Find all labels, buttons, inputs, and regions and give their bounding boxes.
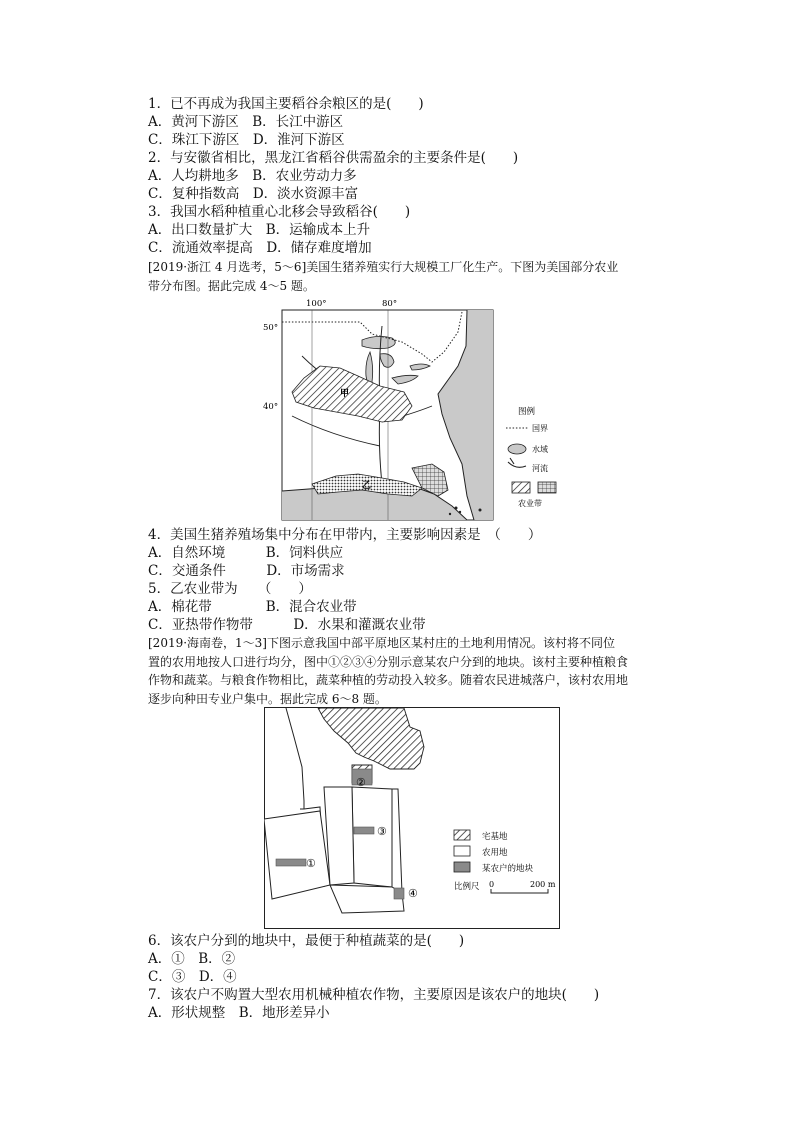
plot-4-area [394, 888, 404, 899]
belt-jia-label: 甲 [340, 389, 350, 399]
lon-100-label: 100° [306, 299, 327, 309]
household-plot-legend-icon [454, 862, 470, 872]
farmland-legend-icon [454, 846, 470, 856]
q1-stem: 1．已不再成为我国主要稻谷余粮区的是( ) [148, 96, 424, 112]
legend-border: 国界 [532, 424, 548, 433]
hatch-belt-legend-icon [512, 482, 530, 493]
us-agriculture-map [262, 296, 572, 522]
plot-1-area [276, 859, 306, 866]
field-block-1 [264, 811, 330, 899]
lat-50-label: 50° [263, 323, 279, 333]
q4-stem: 4．美国生猪养殖场集中分布在甲带内，主要影响因素是 （ ） [148, 527, 542, 543]
q2-stem: 2．与安徽省相比，黑龙江省稻谷供需盈余的主要条件是( ) [148, 150, 519, 166]
field-block-4 [330, 885, 404, 913]
q2-options-cd: C．复种指数高 D．淡水资源丰富 [148, 186, 359, 202]
q7-options-ab: A．形状规整 B．地形差异小 [148, 1005, 330, 1021]
q3-options-ab: A．出口数量扩大 B．运输成本上升 [148, 222, 371, 238]
q6-options-ab: A．① B．② [148, 951, 236, 967]
legend-farmland: 农用地 [482, 848, 508, 858]
plot-3-label: ③ [377, 825, 387, 838]
plot-3-area [354, 827, 374, 834]
plot-4-label: ④ [408, 887, 418, 900]
scale-value: 200 m [530, 880, 556, 889]
q6-stem: 6．该农户分到的地块中，最便于种植蔬菜的是( ) [148, 933, 465, 949]
context2-line4: 逐步向种田专业户集中。据此完成 6～8 题。 [148, 691, 387, 706]
q6-options-cd: C．③ D．④ [148, 969, 237, 985]
village-landuse-map [264, 707, 560, 929]
context-village-land [148, 634, 708, 708]
legend-belt: 农业带 [518, 499, 542, 508]
q4-options-cd: C．交通条件 D．市场需求 [148, 563, 345, 579]
legend-homestead: 宅基地 [482, 832, 508, 842]
plot-1-label: ① [306, 857, 316, 870]
context2-line2: 置的农用地按人口进行均分，图中①②③④分别示意某农户分到的地块。该村主要种植粮食 [148, 654, 629, 669]
plot-2-label: ② [356, 776, 366, 789]
q3-options-cd: C．流通效率提高 D．储存难度增加 [148, 240, 372, 256]
q3-stem: 3．我国水稻种植重心北移会导致稻谷( ) [148, 204, 411, 220]
legend-water: 水域 [532, 445, 548, 454]
legend-river: 河流 [532, 464, 548, 473]
scale-label: 比例尺 [454, 882, 480, 892]
belt-yi-label: 乙 [362, 481, 372, 491]
q5-options-ab: A．棉花带 B．混合农业带 [148, 599, 357, 615]
q5-stem: 5．乙农业带为 （ ） [148, 581, 312, 597]
q2-options-ab: A．人均耕地多 B．农业劳动力多 [148, 168, 357, 184]
lon-80-label: 80° [382, 299, 398, 309]
legend-household: 某农户的地块 [482, 864, 534, 874]
q1-options-cd: C．珠江下游区 D．淮河下游区 [148, 132, 345, 148]
context1-line2: 带分布图。据此完成 4～5 题。 [148, 278, 315, 293]
q1-options-ab: A．黄河下游区 B．长江中游区 [148, 114, 344, 130]
lat-40-label: 40° [263, 402, 279, 412]
q5-options-cd: C．亚热带作物带 D．水果和灌溉农业带 [148, 617, 426, 633]
scale-zero: 0 [489, 880, 495, 889]
water-legend-icon [508, 444, 526, 454]
context1-line1: [2019·浙江 4 月选考，5～6]美国生猪养殖实行大规模工厂化生产。下图为美国部分农业 [148, 260, 619, 274]
q7-stem: 7．该农户不购置大型农用机械种植农作物，主要原因是该农户的地块( ) [148, 987, 600, 1003]
grid-belt-legend-icon [538, 482, 556, 493]
q4-options-ab: A．自然环境 B．饲料供应 [148, 545, 344, 561]
homestead-legend-icon [454, 830, 470, 840]
context2-line1: [2019·海南卷，1～3]下图示意我国中部平原地区某村庄的土地利用情况。该村将不同位 [148, 636, 615, 650]
legend-title: 图例 [518, 407, 536, 417]
context-us-agriculture [148, 258, 708, 295]
context2-line3: 作物和蔬菜。与粮食作物相比，蔬菜种植的劳动投入较多。随着农民进城落户，该村农用地 [148, 673, 629, 687]
river-legend-icon [508, 462, 526, 467]
